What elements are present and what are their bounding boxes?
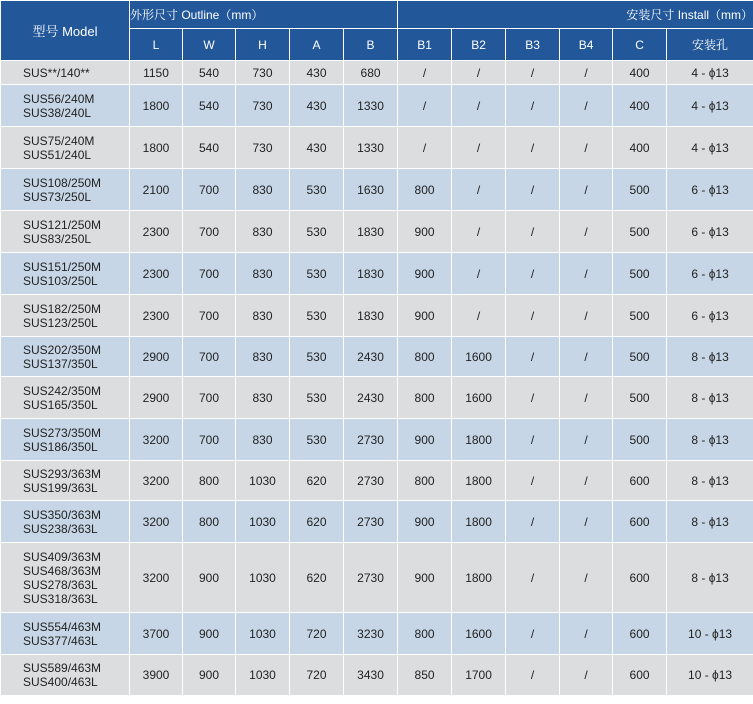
table-row (1, 377, 753, 419)
cell-a: 530 (290, 253, 344, 295)
col-header-h: H (236, 29, 290, 61)
cell-a: 430 (290, 127, 344, 169)
cell-b1: 850 (398, 655, 452, 696)
cell-b3: / (506, 169, 560, 211)
model-name: SUS186/350L (23, 439, 98, 454)
model-cell (1, 655, 130, 696)
cell-h: 730 (236, 61, 290, 85)
table-row (1, 85, 753, 127)
header-model: 型号 Model (1, 1, 130, 61)
cell-b2: / (452, 169, 506, 211)
model-name: SUS51/240L (23, 147, 92, 162)
cell-l: 3200 (130, 461, 183, 501)
cell-c: 600 (613, 655, 667, 696)
col-header-b: B (344, 29, 398, 61)
cell-b3: / (506, 419, 560, 461)
model-name: SUS199/363L (23, 480, 98, 495)
header-row-groups (1, 1, 753, 29)
cell-b1: 900 (398, 211, 452, 253)
model-cell (1, 253, 130, 295)
cell-b: 1830 (344, 253, 398, 295)
model-name: SUS56/240M (23, 91, 95, 106)
model-name: SUS273/350M (23, 425, 102, 440)
model-name: SUS554/463M (23, 619, 102, 634)
model-cell (1, 61, 130, 85)
cell-holes: 6 - ϕ13 (667, 211, 753, 253)
cell-w: 900 (183, 613, 236, 655)
model-name: SUS400/463L (23, 675, 98, 689)
cell-b4: / (560, 543, 613, 613)
cell-h: 730 (236, 127, 290, 169)
table-row (1, 419, 753, 461)
col-header-w: W (183, 29, 236, 61)
model-name: SUS83/250L (23, 231, 92, 246)
cell-w: 540 (183, 85, 236, 127)
cell-a: 530 (290, 337, 344, 377)
cell-a: 530 (290, 419, 344, 461)
cell-holes: 8 - ϕ13 (667, 461, 753, 501)
cell-b: 680 (344, 61, 398, 85)
cell-b1: 800 (398, 613, 452, 655)
cell-b: 3430 (344, 655, 398, 696)
cell-b4: / (560, 461, 613, 501)
col-header-c: C (613, 29, 667, 61)
table-row (1, 501, 753, 543)
cell-w: 700 (183, 337, 236, 377)
cell-b1: 800 (398, 377, 452, 419)
cell-b: 3230 (344, 613, 398, 655)
cell-h: 1030 (236, 613, 290, 655)
cell-b1: 800 (398, 461, 452, 501)
model-cell (1, 501, 130, 543)
cell-h: 730 (236, 85, 290, 127)
model-cell (1, 613, 130, 655)
cell-l: 3200 (130, 543, 183, 613)
cell-l: 3200 (130, 419, 183, 461)
col-header-b4: B4 (560, 29, 613, 61)
cell-c: 400 (613, 61, 667, 85)
cell-b: 2730 (344, 501, 398, 543)
cell-b1: 900 (398, 295, 452, 337)
cell-holes: 8 - ϕ13 (667, 377, 753, 419)
cell-b4: / (560, 655, 613, 696)
cell-c: 500 (613, 377, 667, 419)
cell-holes: 8 - ϕ13 (667, 501, 753, 543)
cell-w: 900 (183, 543, 236, 613)
cell-b2: 1700 (452, 655, 506, 696)
table-row (1, 169, 753, 211)
col-header-b1: B1 (398, 29, 452, 61)
cell-w: 700 (183, 169, 236, 211)
table-row (1, 253, 753, 295)
cell-b2: / (452, 253, 506, 295)
cell-h: 830 (236, 211, 290, 253)
cell-b3: / (506, 211, 560, 253)
cell-holes: 10 - ϕ13 (667, 655, 753, 696)
model-cell (1, 211, 130, 253)
model-name: SUS242/350M (23, 383, 102, 398)
model-name: SUS108/250M (23, 175, 102, 190)
model-cell (1, 169, 130, 211)
cell-c: 500 (613, 253, 667, 295)
table-row (1, 61, 753, 85)
cell-b2: / (452, 85, 506, 127)
cell-w: 700 (183, 377, 236, 419)
model-name: SUS293/363M (23, 466, 102, 481)
cell-holes: 4 - ϕ13 (667, 127, 753, 169)
cell-l: 2300 (130, 253, 183, 295)
cell-b: 2430 (344, 337, 398, 377)
cell-b4: / (560, 613, 613, 655)
cell-b3: / (506, 655, 560, 696)
cell-holes: 6 - ϕ13 (667, 169, 753, 211)
cell-l: 1150 (130, 61, 183, 85)
cell-c: 600 (613, 501, 667, 543)
cell-l: 3200 (130, 501, 183, 543)
cell-h: 830 (236, 253, 290, 295)
cell-b4: / (560, 211, 613, 253)
model-name: SUS38/240L (23, 105, 92, 120)
cell-b1: 800 (398, 169, 452, 211)
cell-b: 1330 (344, 85, 398, 127)
table-row (1, 127, 753, 169)
cell-b3: / (506, 461, 560, 501)
cell-h: 1030 (236, 501, 290, 543)
cell-w: 540 (183, 61, 236, 85)
cell-b2: 1800 (452, 543, 506, 613)
cell-holes: 6 - ϕ13 (667, 295, 753, 337)
cell-b2: 1800 (452, 461, 506, 501)
cell-holes: 8 - ϕ13 (667, 337, 753, 377)
cell-h: 1030 (236, 461, 290, 501)
header-install: 安装尺寸 Install（mm） (398, 1, 753, 29)
cell-holes: 8 - ϕ13 (667, 419, 753, 461)
table-row (1, 337, 753, 377)
cell-c: 400 (613, 127, 667, 169)
cell-b4: / (560, 61, 613, 85)
cell-b3: / (506, 85, 560, 127)
table-row (1, 655, 753, 696)
cell-b2: 1600 (452, 337, 506, 377)
model-name: SUS350/363M (23, 507, 102, 522)
cell-b2: / (452, 61, 506, 85)
cell-c: 600 (613, 543, 667, 613)
model-name: SUS137/350L (23, 356, 98, 371)
cell-b3: / (506, 337, 560, 377)
cell-b3: / (506, 253, 560, 295)
cell-a: 720 (290, 655, 344, 696)
cell-b2: / (452, 211, 506, 253)
cell-b2: / (452, 295, 506, 337)
cell-w: 800 (183, 501, 236, 543)
cell-w: 700 (183, 211, 236, 253)
col-header-b3: B3 (506, 29, 560, 61)
cell-a: 720 (290, 613, 344, 655)
cell-b2: 1600 (452, 377, 506, 419)
cell-b4: / (560, 295, 613, 337)
table-row (1, 211, 753, 253)
model-cell (1, 127, 130, 169)
cell-a: 530 (290, 211, 344, 253)
cell-b4: / (560, 419, 613, 461)
cell-w: 540 (183, 127, 236, 169)
model-name: SUS123/250L (23, 315, 98, 330)
cell-c: 500 (613, 169, 667, 211)
header-outline: 外形尺寸 Outline（mm） (130, 1, 398, 29)
cell-b3: / (506, 61, 560, 85)
cell-h: 830 (236, 337, 290, 377)
cell-b2: 1800 (452, 501, 506, 543)
cell-w: 800 (183, 461, 236, 501)
model-name: SUS238/363L (23, 521, 98, 536)
cell-a: 620 (290, 543, 344, 613)
model-name: SUS151/250M (23, 259, 102, 274)
model-name: SUS202/350M (23, 342, 102, 357)
model-name: SUS278/363L (23, 577, 98, 592)
model-cell (1, 377, 130, 419)
model-name: SUS318/363L (23, 591, 98, 606)
cell-a: 530 (290, 295, 344, 337)
col-header-b2: B2 (452, 29, 506, 61)
col-header-holes: 安装孔 (667, 29, 753, 61)
cell-a: 430 (290, 85, 344, 127)
cell-h: 830 (236, 419, 290, 461)
model-name: SUS75/240M (23, 133, 95, 148)
cell-b3: / (506, 377, 560, 419)
col-header-a: A (290, 29, 344, 61)
cell-l: 2300 (130, 211, 183, 253)
model-name: SUS103/250L (23, 273, 98, 288)
cell-b: 1630 (344, 169, 398, 211)
cell-b4: / (560, 127, 613, 169)
cell-b4: / (560, 377, 613, 419)
cell-w: 700 (183, 295, 236, 337)
cell-b: 2430 (344, 377, 398, 419)
cell-b4: / (560, 501, 613, 543)
cell-b1: / (398, 61, 452, 85)
cell-h: 830 (236, 377, 290, 419)
model-name: SUS121/250M (23, 217, 102, 232)
cell-b: 2730 (344, 419, 398, 461)
model-name: SUS73/250L (23, 189, 92, 204)
cell-b1: 900 (398, 501, 452, 543)
model-name: SUS589/463M (23, 661, 102, 675)
cell-b3: / (506, 613, 560, 655)
cell-w: 700 (183, 253, 236, 295)
model-name: SUS182/250M (23, 301, 102, 316)
cell-h: 1030 (236, 655, 290, 696)
cell-b: 2730 (344, 543, 398, 613)
cell-b3: / (506, 295, 560, 337)
cell-holes: 4 - ϕ13 (667, 61, 753, 85)
model-cell (1, 295, 130, 337)
cell-b4: / (560, 253, 613, 295)
cell-b2: / (452, 127, 506, 169)
model-name: SUS468/363M (23, 563, 102, 578)
cell-b1: / (398, 85, 452, 127)
cell-l: 3700 (130, 613, 183, 655)
cell-b2: 1800 (452, 419, 506, 461)
cell-l: 1800 (130, 85, 183, 127)
cell-b1: 900 (398, 253, 452, 295)
table-row (1, 543, 753, 613)
cell-a: 530 (290, 169, 344, 211)
model-cell (1, 543, 130, 613)
table-body (1, 61, 753, 696)
cell-b4: / (560, 169, 613, 211)
cell-b1: 800 (398, 337, 452, 377)
table-row (1, 295, 753, 337)
table-row (1, 461, 753, 501)
cell-b1: / (398, 127, 452, 169)
cell-l: 3900 (130, 655, 183, 696)
model-cell (1, 419, 130, 461)
table-row (1, 613, 753, 655)
cell-b3: / (506, 543, 560, 613)
cell-h: 830 (236, 169, 290, 211)
cell-c: 500 (613, 295, 667, 337)
cell-l: 2300 (130, 295, 183, 337)
cell-b: 1830 (344, 211, 398, 253)
cell-c: 600 (613, 613, 667, 655)
cell-c: 500 (613, 337, 667, 377)
cell-b: 1830 (344, 295, 398, 337)
cell-a: 620 (290, 501, 344, 543)
cell-b: 1330 (344, 127, 398, 169)
cell-l: 2900 (130, 337, 183, 377)
model-name: SUS409/363M (23, 549, 102, 564)
cell-b4: / (560, 337, 613, 377)
cell-a: 430 (290, 61, 344, 85)
model-cell (1, 85, 130, 127)
model-name: SUS377/463L (23, 633, 98, 648)
cell-a: 620 (290, 461, 344, 501)
cell-a: 530 (290, 377, 344, 419)
cell-b4: / (560, 85, 613, 127)
cell-holes: 4 - ϕ13 (667, 85, 753, 127)
cell-holes: 8 - ϕ13 (667, 543, 753, 613)
cell-l: 1800 (130, 127, 183, 169)
cell-b1: 900 (398, 543, 452, 613)
cell-b: 2730 (344, 461, 398, 501)
cell-b2: 1600 (452, 613, 506, 655)
cell-c: 600 (613, 461, 667, 501)
table-header (1, 1, 753, 61)
cell-c: 500 (613, 211, 667, 253)
cell-b1: 900 (398, 419, 452, 461)
model-cell (1, 461, 130, 501)
cell-l: 2900 (130, 377, 183, 419)
cell-holes: 6 - ϕ13 (667, 253, 753, 295)
cell-b3: / (506, 501, 560, 543)
model-name: SUS**/140** (23, 65, 90, 80)
col-header-l: L (130, 29, 183, 61)
cell-c: 400 (613, 85, 667, 127)
cell-l: 2100 (130, 169, 183, 211)
cell-h: 1030 (236, 543, 290, 613)
cell-b3: / (506, 127, 560, 169)
cell-h: 830 (236, 295, 290, 337)
model-cell (1, 337, 130, 377)
cell-holes: 10 - ϕ13 (667, 613, 753, 655)
cell-w: 900 (183, 655, 236, 696)
model-name: SUS165/350L (23, 397, 98, 412)
cell-w: 700 (183, 419, 236, 461)
cell-c: 500 (613, 419, 667, 461)
